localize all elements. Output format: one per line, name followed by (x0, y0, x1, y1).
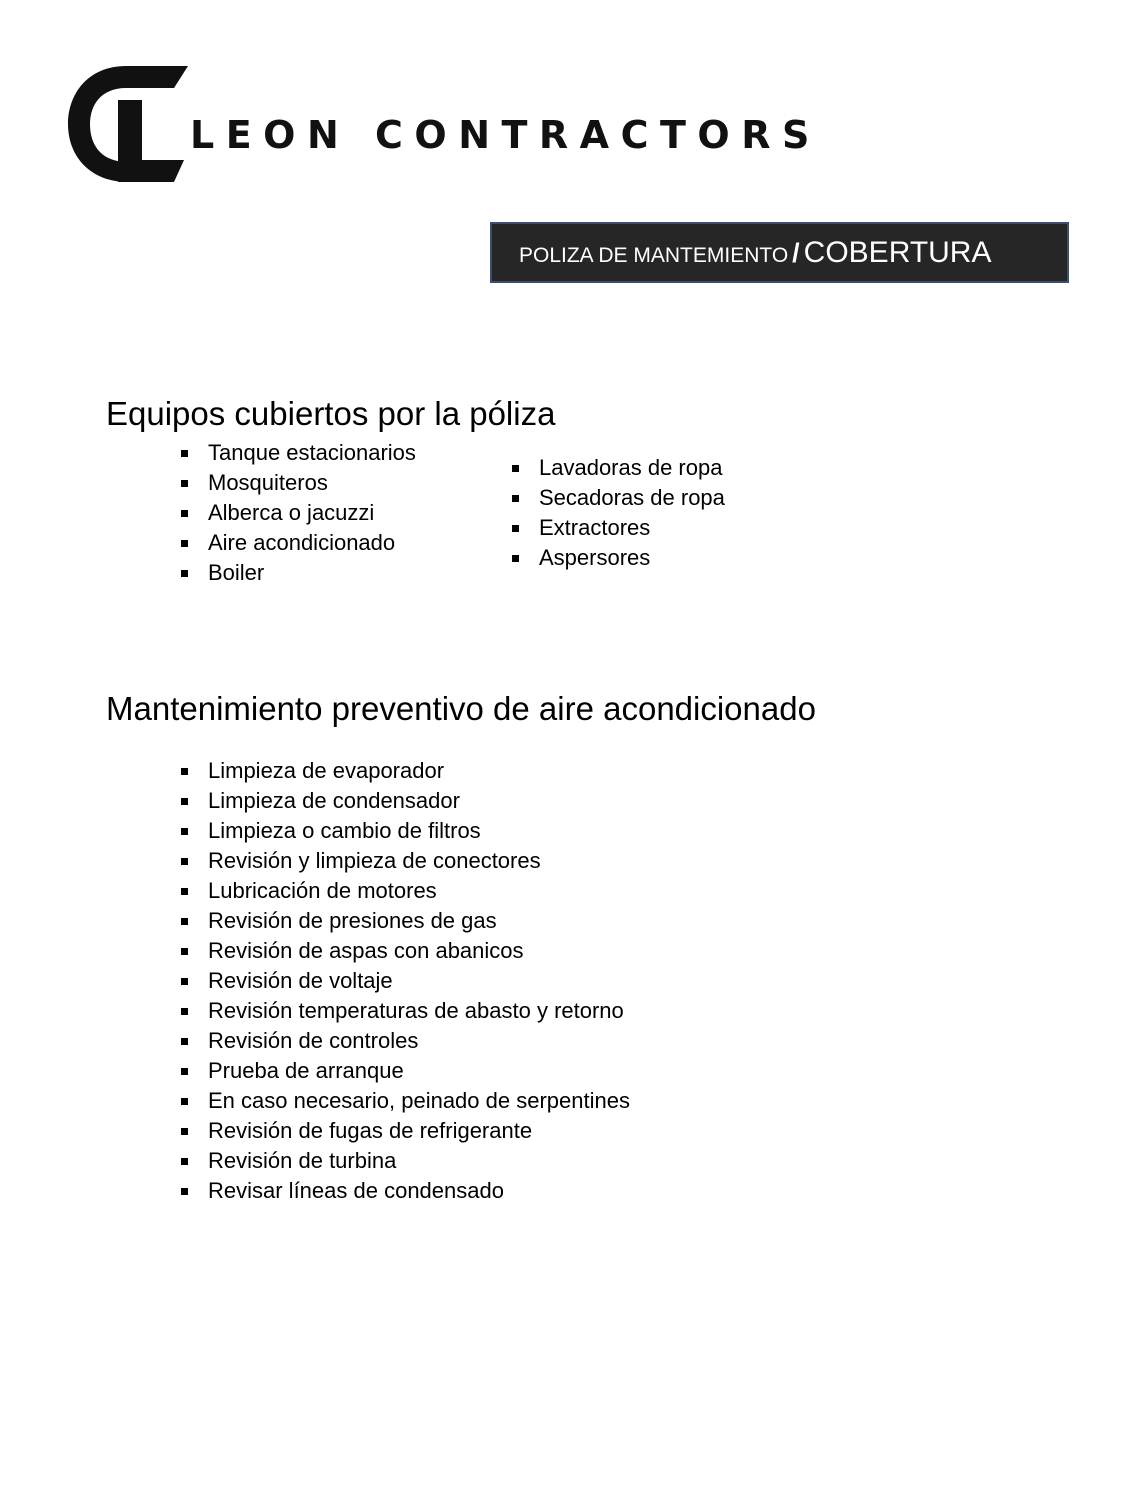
list-item: Revisión de fugas de refrigerante (181, 1116, 630, 1146)
list-item: Mosquiteros (181, 468, 416, 498)
list-item: En caso necesario, peinado de serpentines (181, 1086, 630, 1116)
banner-policy-label: POLIZA DE MANTEMIENTO (519, 244, 789, 267)
list-item: Revisión de presiones de gas (181, 906, 630, 936)
list-item: Secadoras de ropa (512, 483, 725, 513)
banner-coverage-label: COBERTURA (803, 236, 992, 269)
maintenance-list (181, 756, 630, 1206)
list-item: Limpieza de evaporador (181, 756, 630, 786)
list-item: Limpieza de condensador (181, 786, 630, 816)
list-item: Lubricación de motores (181, 876, 630, 906)
list-item: Revisión de aspas con abanicos (181, 936, 630, 966)
covered-equipment-title: Equipos cubiertos por la póliza (106, 395, 556, 432)
company-name: LEON CONTRACTORS (190, 113, 821, 157)
list-item: Alberca o jacuzzi (181, 498, 416, 528)
list-item: Lavadoras de ropa (512, 453, 725, 483)
covered-equipment-list-right (512, 453, 725, 573)
cl-monogram-icon (66, 64, 190, 188)
banner-content (519, 236, 991, 275)
covered-equipment-list-left (181, 438, 416, 588)
list-item: Revisión temperaturas de abasto y retorno (181, 996, 630, 1026)
banner-separator: / (792, 238, 800, 268)
company-logo (66, 64, 856, 188)
list-item: Boiler (181, 558, 416, 588)
list-item: Extractores (512, 513, 725, 543)
list-item: Aspersores (512, 543, 725, 573)
list-item: Limpieza o cambio de filtros (181, 816, 630, 846)
list-item: Revisión y limpieza de conectores (181, 846, 630, 876)
list-item: Prueba de arranque (181, 1056, 630, 1086)
list-item: Revisión de controles (181, 1026, 630, 1056)
list-item: Revisar líneas de condensado (181, 1176, 630, 1206)
list-item: Revisión de turbina (181, 1146, 630, 1176)
maintenance-title: Mantenimiento preventivo de aire acondicionado (106, 690, 816, 727)
list-item: Tanque estacionarios (181, 438, 416, 468)
list-item: Revisión de voltaje (181, 966, 630, 996)
list-item: Aire acondicionado (181, 528, 416, 558)
policy-banner (490, 222, 1069, 283)
